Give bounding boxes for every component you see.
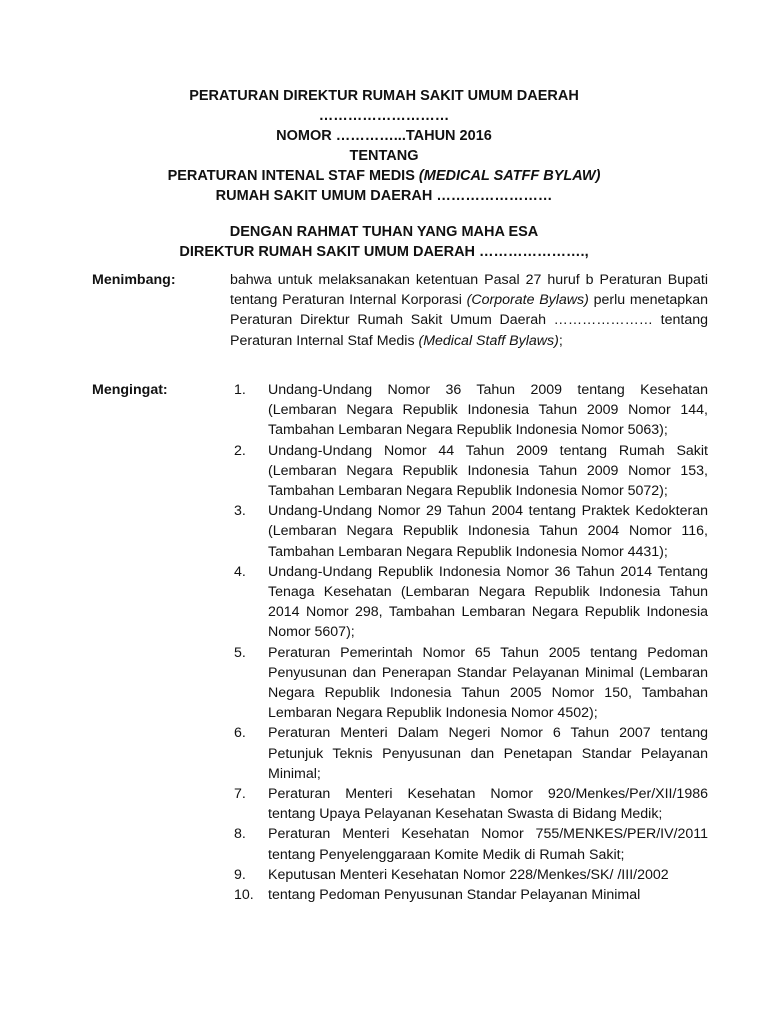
item-text: Undang-Undang Nomor 44 Tahun 2009 tentang Rumah Sakit (Lembaran Negara Republik Indonesia Tahun 2009 Nomor 153, Tambahan Lembaran Negara Republik Indonesia Nomor 5072); bbox=[268, 442, 708, 500]
header-director: DIREKTUR RUMAH SAKIT UMUM DAERAH …………………., bbox=[179, 244, 589, 260]
item-text: tentang Pedoman Penyusunan Standar Pelayanan Minimal bbox=[268, 887, 641, 904]
item-text: Undang-Undang Nomor 29 Tahun 2004 tentang Praktek Kedokteran (Lembaran Negara Republik Indonesia Tahun 2004 Nomor 116, Tambahan Lembaran Negara Republik Indonesia Nomor 4431); bbox=[268, 503, 708, 560]
list-item bbox=[230, 643, 708, 724]
header-subject-italic: (MEDICAL SATFF BYLAW) bbox=[418, 168, 601, 184]
item-text: Peraturan Pemerintah Nomor 65 Tahun 2005 tentang Pedoman Penyusunan dan Penerapan Standar Pelayanan Minimal (Lembaran Negara Republik Indonesia Tahun 2005 Nomor 150, Tambahan Lembaran Negara Republik Indonesia Nomor 4502); bbox=[268, 644, 708, 722]
menimbang-section bbox=[92, 270, 708, 351]
item-number: 8. bbox=[234, 826, 246, 843]
list-item bbox=[230, 501, 708, 562]
item-number: 1. bbox=[234, 382, 246, 398]
list-item bbox=[230, 380, 708, 441]
header-placeholder-dots: ……………………… bbox=[318, 108, 450, 124]
menimbang-text-part: ; bbox=[558, 332, 563, 349]
header-number-year: NOMOR …………...TAHUN 2016 bbox=[276, 128, 492, 144]
list-item bbox=[230, 865, 708, 885]
list-item bbox=[230, 723, 708, 784]
item-number: 4. bbox=[234, 563, 246, 580]
item-text: Peraturan Menteri Kesehatan Nomor 755/MENKES/PER/IV/2011 tentang Penyelenggaraan Komite Medik di Rumah Sakit; bbox=[268, 826, 708, 863]
menimbang-text bbox=[230, 270, 708, 351]
item-text: Undang-Undang Republik Indonesia Nomor 36 Tahun 2014 Tentang Tenaga Kesehatan (Lembaran Negara Republik Indonesia Tahun 2014 Nomor 298, Tambahan Lembaran Negara Republik Indonesia Nomor 5607); bbox=[268, 563, 708, 641]
list-item bbox=[230, 562, 708, 643]
header-invocation: DENGAN RAHMAT TUHAN YANG MAHA ESA bbox=[229, 224, 539, 240]
list-item bbox=[230, 784, 708, 824]
item-number: 9. bbox=[234, 866, 246, 883]
item-number: 5. bbox=[234, 644, 246, 661]
list-item bbox=[230, 885, 708, 905]
list-item bbox=[230, 824, 708, 864]
menimbang-text-part: perlu menetapkan Peraturan Direktur Rumah Sakit Umum Daerah ………………… tentang Peraturan Internal Staf Medis bbox=[230, 292, 708, 349]
header-subject-text: PERATURAN INTENAL STAF MEDIS bbox=[167, 168, 419, 184]
item-text: Peraturan Menteri Kesehatan Nomor 920/Menkes/Per/XII/1986 tentang Upaya Pelayanan Kesehatan Swasta di Bidang Medik; bbox=[268, 786, 708, 823]
menimbang-text-italic: (Medical Staff Bylaws) bbox=[418, 332, 559, 349]
item-number: 7. bbox=[234, 786, 246, 803]
item-text: Undang-Undang Nomor 36 Tahun 2009 tentang Kesehatan (Lembaran Negara Republik Indonesia Tahun 2009 Nomor 144, Tambahan Lembaran Negara Republik Indonesia Nomor 5063); bbox=[268, 382, 708, 439]
item-text: Peraturan Menteri Dalam Negeri Nomor 6 Tahun 2007 tentang Petunjuk Teknis Penyusunan dan Penetapan Standar Pelayanan Minimal; bbox=[268, 725, 708, 782]
item-number: 2. bbox=[234, 442, 246, 459]
menimbang-text-part: bahwa untuk melaksanakan ketentuan Pasal 27 huruf b Peraturan Bupati tentang Peraturan Internal Korporasi bbox=[230, 272, 708, 309]
item-text: Keputusan Menteri Kesehatan Nomor 228/Menkes/SK/ /III/2002 bbox=[268, 866, 669, 883]
menimbang-text-italic: (Corporate Bylaws) bbox=[466, 292, 589, 309]
header-hospital: RUMAH SAKIT UMUM DAERAH …………………… bbox=[215, 188, 553, 204]
header-title: PERATURAN DIREKTUR RUMAH SAKIT UMUM DAERAH bbox=[189, 88, 579, 104]
menimbang-label: Menimbang: bbox=[92, 272, 176, 288]
mengingat-section bbox=[92, 380, 708, 905]
list-item bbox=[230, 441, 708, 502]
item-number: 3. bbox=[234, 503, 246, 520]
header-tentang: TENTANG bbox=[349, 148, 419, 164]
item-number: 6. bbox=[234, 725, 246, 742]
header-subject bbox=[0, 166, 768, 186]
mengingat-label: Mengingat: bbox=[92, 382, 168, 398]
item-number: 10. bbox=[234, 887, 254, 904]
document-header bbox=[0, 86, 768, 262]
